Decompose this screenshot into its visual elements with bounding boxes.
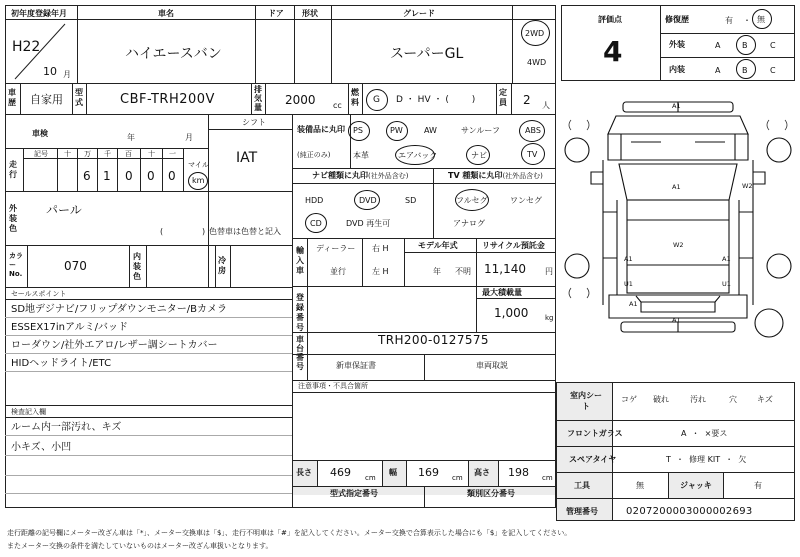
first-reg-month: 10 xyxy=(43,65,57,78)
tv-oneseg: ワンセグ xyxy=(510,196,542,205)
damage-mark: A1 xyxy=(629,300,638,308)
mileage-header: 万 xyxy=(84,150,91,158)
model-value: CBF-TRH200V xyxy=(120,92,215,107)
shift-value: IAT xyxy=(236,150,258,166)
color-change-note: 色替車は色替と記入 xyxy=(209,227,281,236)
recycle-unit: 円 xyxy=(545,267,553,276)
navi-type-label: ナビ種類に丸印(社外品含む) xyxy=(312,171,409,180)
spare-label: スペアタイヤ xyxy=(569,455,617,464)
exterior-color-label: 外装色 xyxy=(9,204,17,233)
fuel-label: 燃料 xyxy=(351,88,359,107)
sales-point-line: HIDヘッドライト/ETC xyxy=(11,358,112,369)
length-value: 469 xyxy=(330,466,351,479)
drive-2wd: 2WD xyxy=(525,29,545,38)
navi-dvd-play: DVD 再生可 xyxy=(346,219,391,228)
import-right: 右 H xyxy=(372,244,389,253)
inspector-line: 小キズ、小凹 xyxy=(11,442,72,453)
fuel-g: G xyxy=(373,95,380,105)
navi-cd: CD xyxy=(310,219,322,228)
footer-note-1: 走行距離の記号欄にメーター改ざん車は「*」、メーター交換車は「$」、走行不明車は「#」を記入してください。メーター交換で合算表示した場合にも「$」を記入してください。 xyxy=(7,529,572,537)
seat-label: 室内シート xyxy=(570,391,602,411)
fuel-d: D ・ HV ・ ( ) xyxy=(396,95,476,105)
mileage-km: km xyxy=(192,176,205,185)
capacity-unit: 人 xyxy=(542,101,550,110)
model-label: 型式 xyxy=(75,88,83,107)
recycle-label: リサイクル預託金 xyxy=(482,241,545,250)
windshield-label: フロントガラス xyxy=(567,429,623,438)
inspector-line: ルーム内一部汚れ、キズ xyxy=(11,422,122,433)
score-value: 4 xyxy=(603,35,623,68)
inspection-label: 車検 xyxy=(32,129,48,138)
inspector-label: 検査記入欄 xyxy=(11,408,46,416)
ext-grade-b: B xyxy=(742,41,748,50)
mileage-header: 十 xyxy=(64,150,71,158)
color-paren-close: ) xyxy=(202,227,206,236)
navi-dvd: DVD xyxy=(359,196,377,205)
int-grade-c: C xyxy=(770,66,776,75)
length-label: 長さ xyxy=(296,468,312,477)
mileage-mile: マイル xyxy=(188,161,209,169)
interior-color-label: 内装色 xyxy=(133,252,141,281)
color-paren-open: ( xyxy=(160,227,164,236)
damage-mark: A1 xyxy=(722,255,731,263)
first-reg-label: 初年度登録年月 xyxy=(11,9,67,18)
sales-point-line: ESSEX17inアルミ/バッド xyxy=(11,322,128,333)
footer-note-2: またメーター交換の条件を満たしていないものはメーター改ざん車扱いとなります。 xyxy=(7,542,273,550)
chassis-value: TRH200-0127575 xyxy=(378,333,489,347)
mgmt-label: 管理番号 xyxy=(566,507,598,516)
seat-opt: キズ xyxy=(757,395,773,404)
first-reg-month-unit: 月 xyxy=(63,70,71,79)
damage-mark: W2 xyxy=(742,182,753,190)
door-label: ドア xyxy=(268,9,284,18)
int-grade-a: A xyxy=(715,66,721,75)
car-name-label: 車名 xyxy=(158,9,174,18)
displacement-label: 排気量 xyxy=(254,85,262,112)
damage-mark: U1 xyxy=(722,280,731,288)
spare-opts: T ・ 修理 KIT ・ 欠 xyxy=(666,455,747,464)
mileage-header: 一 xyxy=(169,150,176,158)
mileage-digit: 6 xyxy=(83,169,91,183)
mileage-label: 走行 xyxy=(9,160,17,179)
grade-label: グレード xyxy=(403,9,435,18)
shape-label: 形状 xyxy=(302,9,318,18)
recycle-value: 11,140 xyxy=(484,262,526,276)
equip-aw: AW xyxy=(424,126,437,135)
navi-hdd: HDD xyxy=(305,196,324,205)
ext-grade-c: C xyxy=(770,41,776,50)
height-value: 198 xyxy=(508,466,529,479)
capacity-label: 定員 xyxy=(499,88,507,107)
equipment-label: 装備品に丸印 xyxy=(297,125,345,134)
mileage-header-code: 記号 xyxy=(34,150,48,158)
mileage-digit: 1 xyxy=(103,169,111,183)
height-label: 高さ xyxy=(474,468,490,477)
mileage-header: 十 xyxy=(148,150,155,158)
interior-grade-label: 内装 xyxy=(669,65,685,74)
model-year-year: 年 xyxy=(433,267,441,276)
jack-label: ジャッキ xyxy=(680,481,712,490)
class-no-label: 類別区分番号 xyxy=(467,489,515,498)
damage-mark: A1 xyxy=(672,102,681,110)
mileage-digit: 0 xyxy=(147,169,155,183)
history-no: 無 xyxy=(757,15,765,24)
history-yes: 有 xyxy=(725,16,733,25)
ext-grade-a: A xyxy=(715,41,721,50)
equip-pw: PW xyxy=(390,126,403,135)
seat-opt: 穴 xyxy=(729,395,737,404)
equip-leather: 本革 xyxy=(353,151,369,160)
car-name-value: ハイエースバン xyxy=(125,46,222,62)
damage-mark: A1 xyxy=(672,316,681,324)
type-approval-label: 型式指定番号 xyxy=(330,489,378,498)
chassis-label: 車台番号 xyxy=(296,335,304,371)
notes-label: 注意事項・不具合箇所 xyxy=(298,382,368,390)
displacement-value: 2000 xyxy=(285,93,316,107)
damage-mark: U1 xyxy=(624,280,633,288)
max-load-value: 1,000 xyxy=(494,306,529,320)
navi-sd: SD xyxy=(405,196,417,205)
windshield-opts: A ・ ×要ス xyxy=(681,429,728,438)
shift-label: シフト xyxy=(242,118,266,127)
tv-fullseg: フルセグ xyxy=(456,196,488,205)
model-year-unknown: 不明 xyxy=(455,267,471,276)
length-unit: cm xyxy=(365,474,376,482)
equipment-sub: (純正のみ) xyxy=(297,151,331,159)
height-unit: cm xyxy=(542,474,553,482)
width-value: 169 xyxy=(418,466,439,479)
damage-mark: A1 xyxy=(672,183,681,191)
max-load-label: 最大積載量 xyxy=(482,288,522,297)
grade-value: スーパーGL xyxy=(390,46,464,62)
sales-point-line: SD地デジナビ/フリップダウンモニター/Bカメラ xyxy=(11,304,227,315)
max-load-unit: kg xyxy=(545,314,554,322)
import-parallel: 並行 xyxy=(330,267,346,276)
equip-ps: PS xyxy=(353,126,363,135)
mgmt-value: 0207200003000002693 xyxy=(626,506,753,517)
mileage-digit: 0 xyxy=(125,169,133,183)
drive-4wd: 4WD xyxy=(527,58,547,67)
car-damage-diagram xyxy=(561,90,795,380)
mileage-header: 千 xyxy=(104,150,111,158)
cooling-label: 冷房 xyxy=(218,256,226,275)
mileage-digit: 0 xyxy=(168,169,176,183)
model-year-label: モデル年式 xyxy=(418,241,458,250)
seat-opt: コゲ xyxy=(621,395,637,404)
exterior-color-value: パール xyxy=(46,203,82,217)
equip-airbag: エアバック xyxy=(398,151,438,160)
import-left: 左 H xyxy=(372,267,389,276)
tools-label: 工具 xyxy=(574,481,590,490)
width-unit: cm xyxy=(452,474,463,482)
inspection-month: 月 xyxy=(185,133,193,142)
history-label: 修復歴 xyxy=(665,15,689,24)
tv-type-label: TV 種類に丸印(社外品含む) xyxy=(448,171,543,180)
tools-value: 無 xyxy=(636,481,644,490)
reg-no-label: 登録番号 xyxy=(296,293,304,332)
equip-abs: ABS xyxy=(525,126,541,135)
usage-label: 車歴 xyxy=(8,88,16,107)
inspection-year: 年 xyxy=(127,133,135,142)
capacity-value: 2 xyxy=(523,93,531,107)
sales-point-line: ローダウン/社外エアロ/レザー調シートカバー xyxy=(11,340,218,351)
sales-points-label: セールスポイント xyxy=(11,290,67,298)
color-no-value: 070 xyxy=(64,259,87,273)
mileage-header: 百 xyxy=(125,150,132,158)
manual-label: 車両取説 xyxy=(476,361,508,370)
color-no-label: カラーNo. xyxy=(9,252,23,278)
seat-opt: 破れ xyxy=(653,395,669,404)
exterior-grade-label: 外装 xyxy=(669,40,685,49)
int-grade-b: B xyxy=(742,66,748,75)
usage-value: 自家用 xyxy=(30,93,63,106)
jack-value: 有 xyxy=(754,481,762,490)
tv-analog: アナログ xyxy=(453,219,485,228)
equip-tv: TV xyxy=(527,150,538,159)
score-label: 評価点 xyxy=(598,15,622,24)
equip-navi: ナビ xyxy=(471,151,487,160)
width-label: 幅 xyxy=(389,468,397,477)
history-sep: ・ xyxy=(743,16,751,25)
warranty-label: 新車保証書 xyxy=(336,361,376,370)
displacement-unit: cc xyxy=(333,101,342,110)
damage-mark: A1 xyxy=(624,255,633,263)
seat-opt: 汚れ xyxy=(690,395,706,404)
damage-mark: W2 xyxy=(673,241,684,249)
import-label: 輸入車 xyxy=(296,246,304,275)
first-reg-year: H22 xyxy=(12,39,41,55)
equip-sunroof: サンルーフ xyxy=(461,126,500,135)
import-dealer: ディーラー xyxy=(316,244,356,253)
